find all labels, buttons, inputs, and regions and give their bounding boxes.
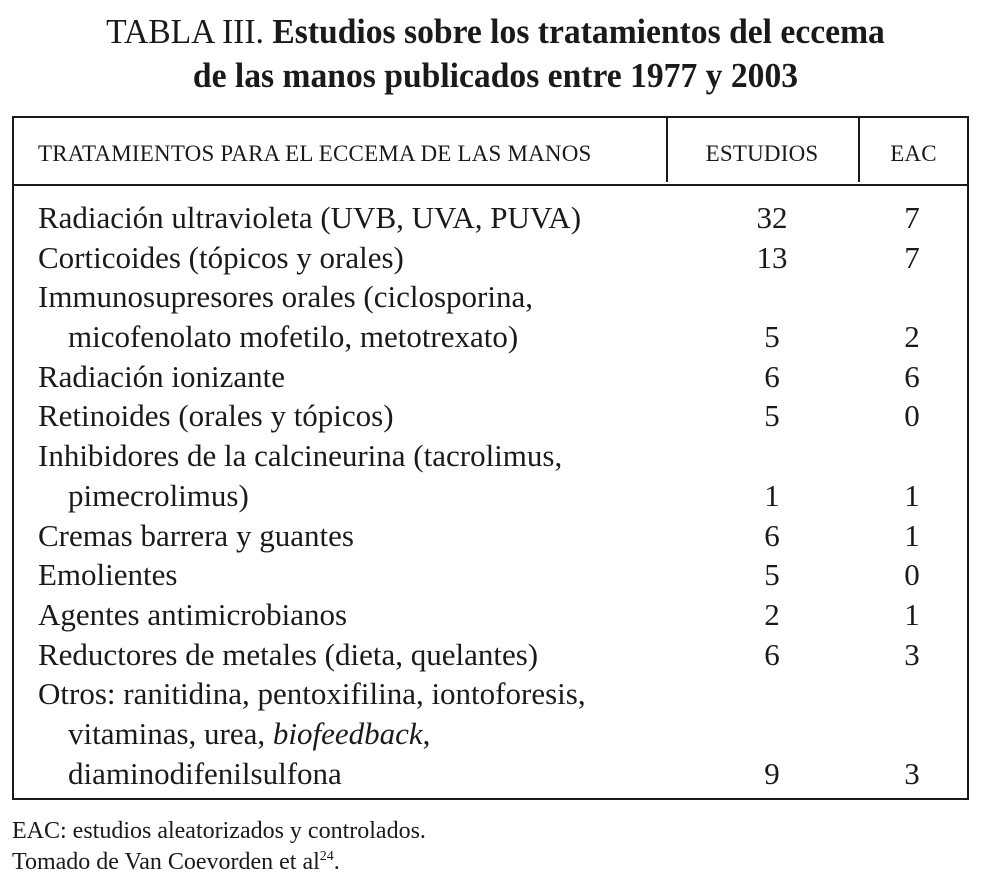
data-table xyxy=(12,116,969,800)
treatment-text: Radiación ultravioleta (UVB, UVA, PUVA) xyxy=(38,200,582,235)
eac-count: 6 xyxy=(904,358,920,394)
treatment-text: pimecrolimus) xyxy=(68,477,249,513)
row-line xyxy=(14,198,967,238)
treatment-name xyxy=(38,516,354,556)
treatment-name xyxy=(38,674,586,714)
eac-count: 0 xyxy=(904,557,920,593)
studies-count: 5 xyxy=(764,319,780,355)
source-reference: 24 xyxy=(319,849,334,864)
footnote-eac: EAC: estudios aleatorizados y controlados. xyxy=(12,818,426,844)
studies-count: 32 xyxy=(756,200,788,235)
table-body xyxy=(14,198,967,793)
eac-count: 3 xyxy=(904,755,920,791)
row-line xyxy=(14,516,967,556)
treatment-name xyxy=(38,277,533,317)
title-bold-line-1: Estudios sobre los tratamientos del eccema xyxy=(272,12,885,51)
table-row xyxy=(14,357,967,397)
studies-count: 5 xyxy=(764,398,780,434)
treatment-text: diaminodifenilsulfona xyxy=(68,755,342,791)
eac-count: 7 xyxy=(904,200,920,235)
header-eac: EAC xyxy=(890,141,937,166)
treatment-name xyxy=(38,555,177,595)
treatment-text: Agentes antimicrobianos xyxy=(38,596,348,632)
row-line xyxy=(14,674,967,714)
header-treatment: TRATAMIENTOS PARA EL ECCEMA DE LAS MANOS xyxy=(38,141,592,166)
row-line xyxy=(14,754,967,794)
treatment-text: Otros: ranitidina, pentoxifilina, iontoforesis, xyxy=(38,676,586,712)
eac-count: 3 xyxy=(904,636,920,672)
table-row xyxy=(14,635,967,675)
row-line xyxy=(14,555,967,595)
table-row xyxy=(14,436,967,515)
treatment-name xyxy=(38,635,538,675)
table-row xyxy=(14,516,967,556)
treatment-text: vitaminas, urea, xyxy=(68,715,273,751)
source-text: Tomado de Van Coevorden et al xyxy=(12,849,320,875)
studies-count: 9 xyxy=(764,755,780,791)
row-line xyxy=(14,635,967,675)
table-row xyxy=(14,238,967,278)
title-line-1 xyxy=(20,10,971,54)
treatment-name xyxy=(38,714,430,754)
treatment-text: Retinoides (orales y tópicos) xyxy=(38,398,394,434)
row-line xyxy=(14,317,967,357)
treatment-text: Immunosupresores orales (ciclosporina, xyxy=(38,279,534,315)
row-line xyxy=(14,436,967,476)
table-row xyxy=(14,277,967,356)
studies-count: 5 xyxy=(764,557,780,593)
studies-count: 1 xyxy=(764,477,780,513)
treatment-name xyxy=(38,238,404,278)
table-row xyxy=(14,555,967,595)
treatment-name xyxy=(38,436,562,476)
treatment-name xyxy=(38,476,249,516)
treatment-text-suffix: , xyxy=(422,715,431,751)
title-bold-line-2: de las manos publicados entre 1977 y 2003 xyxy=(192,56,799,95)
treatment-text: Cremas barrera y guantes xyxy=(38,517,354,553)
treatment-text: Inhibidores de la calcineurina (tacrolimus, xyxy=(38,438,563,474)
header-studies: ESTUDIOS xyxy=(705,141,819,166)
eac-count: 1 xyxy=(904,477,920,513)
treatment-text: Emolientes xyxy=(38,557,178,593)
treatment-name xyxy=(38,317,518,357)
row-line xyxy=(14,396,967,436)
table-title xyxy=(20,10,971,98)
treatment-name xyxy=(38,198,581,238)
treatment-name xyxy=(38,357,285,397)
table-number-label: TABLA III. xyxy=(106,12,264,51)
table-row xyxy=(14,198,967,238)
treatment-text: Corticoides (tópicos y orales) xyxy=(38,239,404,275)
eac-count: 0 xyxy=(904,398,920,434)
studies-count: 6 xyxy=(764,636,780,672)
eac-count: 7 xyxy=(904,239,920,275)
row-line xyxy=(14,714,967,754)
table-row xyxy=(14,674,967,793)
table-footer xyxy=(12,816,426,878)
table-row xyxy=(14,396,967,436)
eac-count: 1 xyxy=(904,517,920,553)
treatment-text: Radiación ionizante xyxy=(38,358,286,394)
eac-count: 2 xyxy=(904,319,920,355)
row-line xyxy=(14,595,967,635)
treatment-name xyxy=(38,396,394,436)
studies-count: 2 xyxy=(764,596,780,632)
treatment-italic-text: biofeedback xyxy=(272,715,423,751)
row-line xyxy=(14,357,967,397)
treatment-text: micofenolato mofetilo, metotrexato) xyxy=(68,319,519,355)
table-row xyxy=(14,595,967,635)
treatment-text: Reductores de metales (dieta, quelantes) xyxy=(38,636,539,672)
treatment-name xyxy=(38,754,342,794)
footnote-source xyxy=(12,847,426,878)
studies-count: 13 xyxy=(756,239,788,275)
row-line xyxy=(14,277,967,317)
row-line xyxy=(14,476,967,516)
studies-count: 6 xyxy=(764,358,780,394)
table-header xyxy=(14,118,967,186)
treatment-name xyxy=(38,595,347,635)
eac-count: 1 xyxy=(904,596,920,632)
row-line xyxy=(14,238,967,278)
source-suffix: . xyxy=(333,849,340,875)
studies-count: 6 xyxy=(764,517,780,553)
